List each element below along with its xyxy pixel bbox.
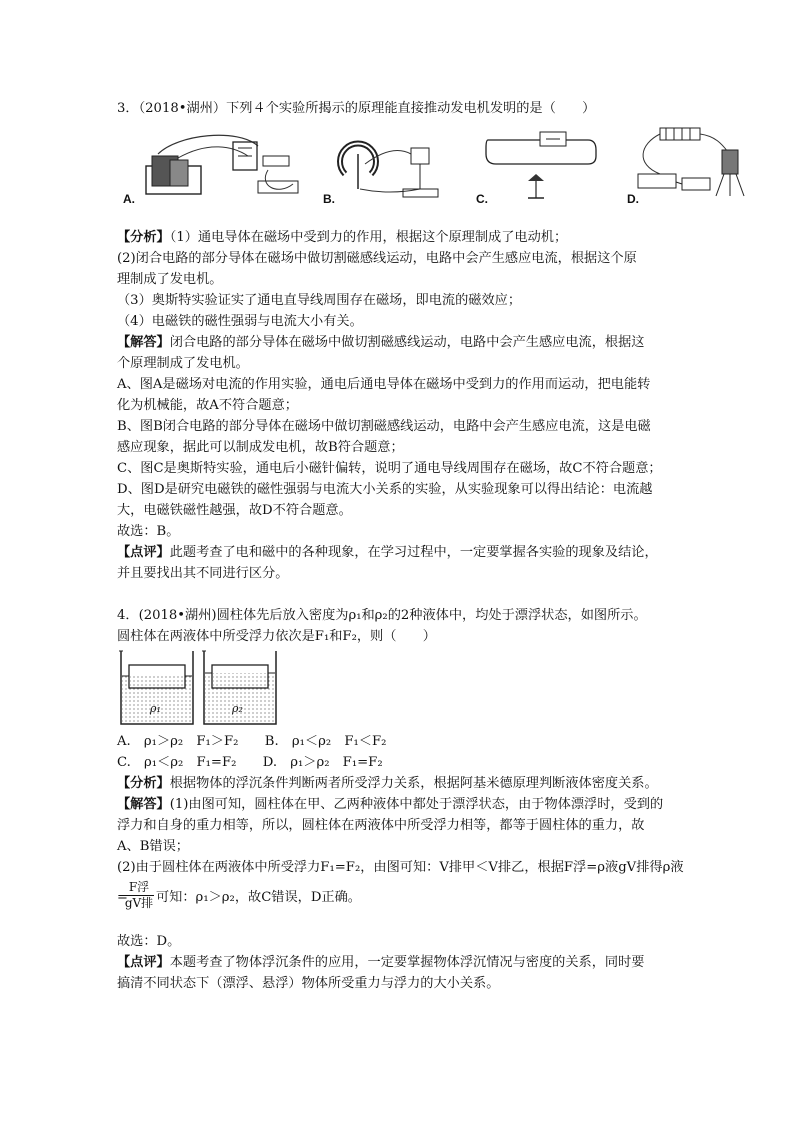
formula-prefix: = <box>117 890 128 905</box>
q3-answer-line-6: 感应现象，据此可以制成发电机，故B符合题意； <box>117 440 404 455</box>
q3-analysis-line-1: 【分析】（1）通电导体在磁场中受到力的作用，根据这个原理制成了电动机； <box>117 230 568 245</box>
q3-analysis-line-5: （4）电磁铁的磁性强弱与电流大小有关。 <box>117 314 363 329</box>
buoyancy-formula-fraction <box>124 880 154 910</box>
beaker-1-label: ρ₁ <box>150 702 161 715</box>
q4-answer-line-1: 【解答】(1)由图可知，圆柱体在甲、乙两种液体中都处于漂浮状态，由于物体漂浮时，受到的 <box>117 797 664 812</box>
beaker-2 <box>200 648 280 728</box>
formula-numerator: F浮 <box>124 880 154 896</box>
q3-answer-line-7: C、图C是奥斯特实验，通电后小磁针偏转，说明了通电导线周围存在磁场，故C不符合题意； <box>117 461 662 476</box>
q4-comment-line-2: 搞清不同状态下（漂浮、悬浮）物体所受重力与浮力的大小关系。 <box>117 976 500 991</box>
q3-comment-label: 【点评】 <box>117 545 170 560</box>
q4-options-row-2: C. ρ₁＜ρ₂ F₁=F₂ D. ρ₁＞ρ₂ F₁=F₂ <box>117 755 383 770</box>
q3-comment-line-2: 并且要找出其不同进行区分。 <box>117 566 289 581</box>
q4-analysis-label: 【分析】 <box>117 776 170 791</box>
q4-answer-line-4: (2)由于圆柱体在两液体中所受浮力F₁=F₂，由图可知：V排甲＜V排乙，根据F浮=ρ液gV排得ρ液 <box>117 860 684 875</box>
figure-b-caption: B. <box>323 192 335 206</box>
formula-denominator: gV排 <box>124 896 154 910</box>
figure-d-caption: D. <box>627 192 639 206</box>
q4-comment-line-1: 【点评】本题考查了物体浮沉条件的应用，一定要掌握物体浮沉情况与密度的关系，同时要 <box>117 955 645 970</box>
figure-b-generator-experiment <box>325 134 445 204</box>
q3-stem: 3．（2018•湖州）下列４个实验所揭示的原理能直接推动发电机发明的是（ ） <box>117 101 596 116</box>
figure-d-electromagnet-experiment <box>630 124 755 204</box>
q3-answer-line-9: 大，电磁铁磁性越强，故D不符合题意。 <box>117 503 352 518</box>
q4-stem-line-1: 4．(2018•湖州)圆柱体先后放入密度为ρ₁和ρ₂的2种液体中，均处于漂浮状态，如图所示。 <box>117 608 647 623</box>
q3-answer-line-4: 化为机械能，故A不符合题意； <box>117 398 298 413</box>
q3-answer-line-3: A、图A是磁场对电流的作用实验，通电后通电导体在磁场中受到力的作用而运动，把电能转 <box>117 377 651 392</box>
q3-answer-line-5: B、图B闭合电路的部分导体在磁场中做切割磁感线运动，电路中会产生感应电流，这是电磁 <box>117 419 651 434</box>
q3-analysis-label: 【分析】 <box>117 230 170 245</box>
q4-comment-label: 【点评】 <box>117 955 170 970</box>
formula-conclusion: 可知：ρ₁＞ρ₂，故C错误，D正确。 <box>156 890 361 905</box>
beaker-1 <box>117 648 197 728</box>
q3-comment-line-1: 【点评】此题考查了电和磁中的各种现象，在学习过程中，一定要掌握各实验的现象及结论， <box>117 545 658 560</box>
q3-answer-label: 【解答】 <box>117 335 170 350</box>
q3-answer-line-8: D、图D是研究电磁铁的磁性强弱与电流大小关系的实验，从实验现象可以得出结论：电流越 <box>117 482 653 497</box>
q3-analysis-line-4: （3）奥斯特实验证实了通电直导线周围存在磁场，即电流的磁效应； <box>117 293 522 308</box>
q3-answer-line-1: 【解答】闭合电路的部分导体在磁场中做切割磁感线运动，电路中会产生感应电流，根据这 <box>117 335 645 350</box>
q4-answer-line-2: 浮力和自身的重力相等，所以，圆柱体在两液体中所受浮力相等，都等于圆柱体的重力，故 <box>117 818 645 833</box>
q4-choice: 故选：D。 <box>117 934 181 949</box>
q4-stem-line-2: 圆柱体在两液体中所受浮力依次是F₁和F₂，则（ ） <box>117 629 436 644</box>
q4-answer-line-3: A、B错误； <box>117 839 189 854</box>
q3-answer-line-2: 个原理制成了发电机。 <box>117 356 249 371</box>
figure-a-motor-experiment <box>118 126 313 204</box>
beaker-2-label: ρ₂ <box>232 702 243 715</box>
q3-analysis-line-3: 理制成了发电机。 <box>117 272 223 287</box>
q3-analysis-line-2: (2)闭合电路的部分导体在磁场中做切割磁感线运动，电路中会产生感应电流，根据这个原 <box>117 251 637 266</box>
q4-options-row-1: A. ρ₁＞ρ₂ F₁＞F₂ B. ρ₁＜ρ₂ F₁＜F₂ <box>117 734 387 749</box>
q4-analysis-line: 【分析】根据物体的浮沉条件判断两者所受浮力关系，根据阿基米德原理判断液体密度关系。 <box>117 776 658 791</box>
q4-answer-label: 【解答】 <box>117 797 170 812</box>
q3-choice: 故选：B。 <box>117 524 180 539</box>
figure-c-caption: C. <box>476 192 488 206</box>
figure-c-oersted-experiment <box>478 126 598 206</box>
figure-a-caption: A. <box>123 192 135 206</box>
